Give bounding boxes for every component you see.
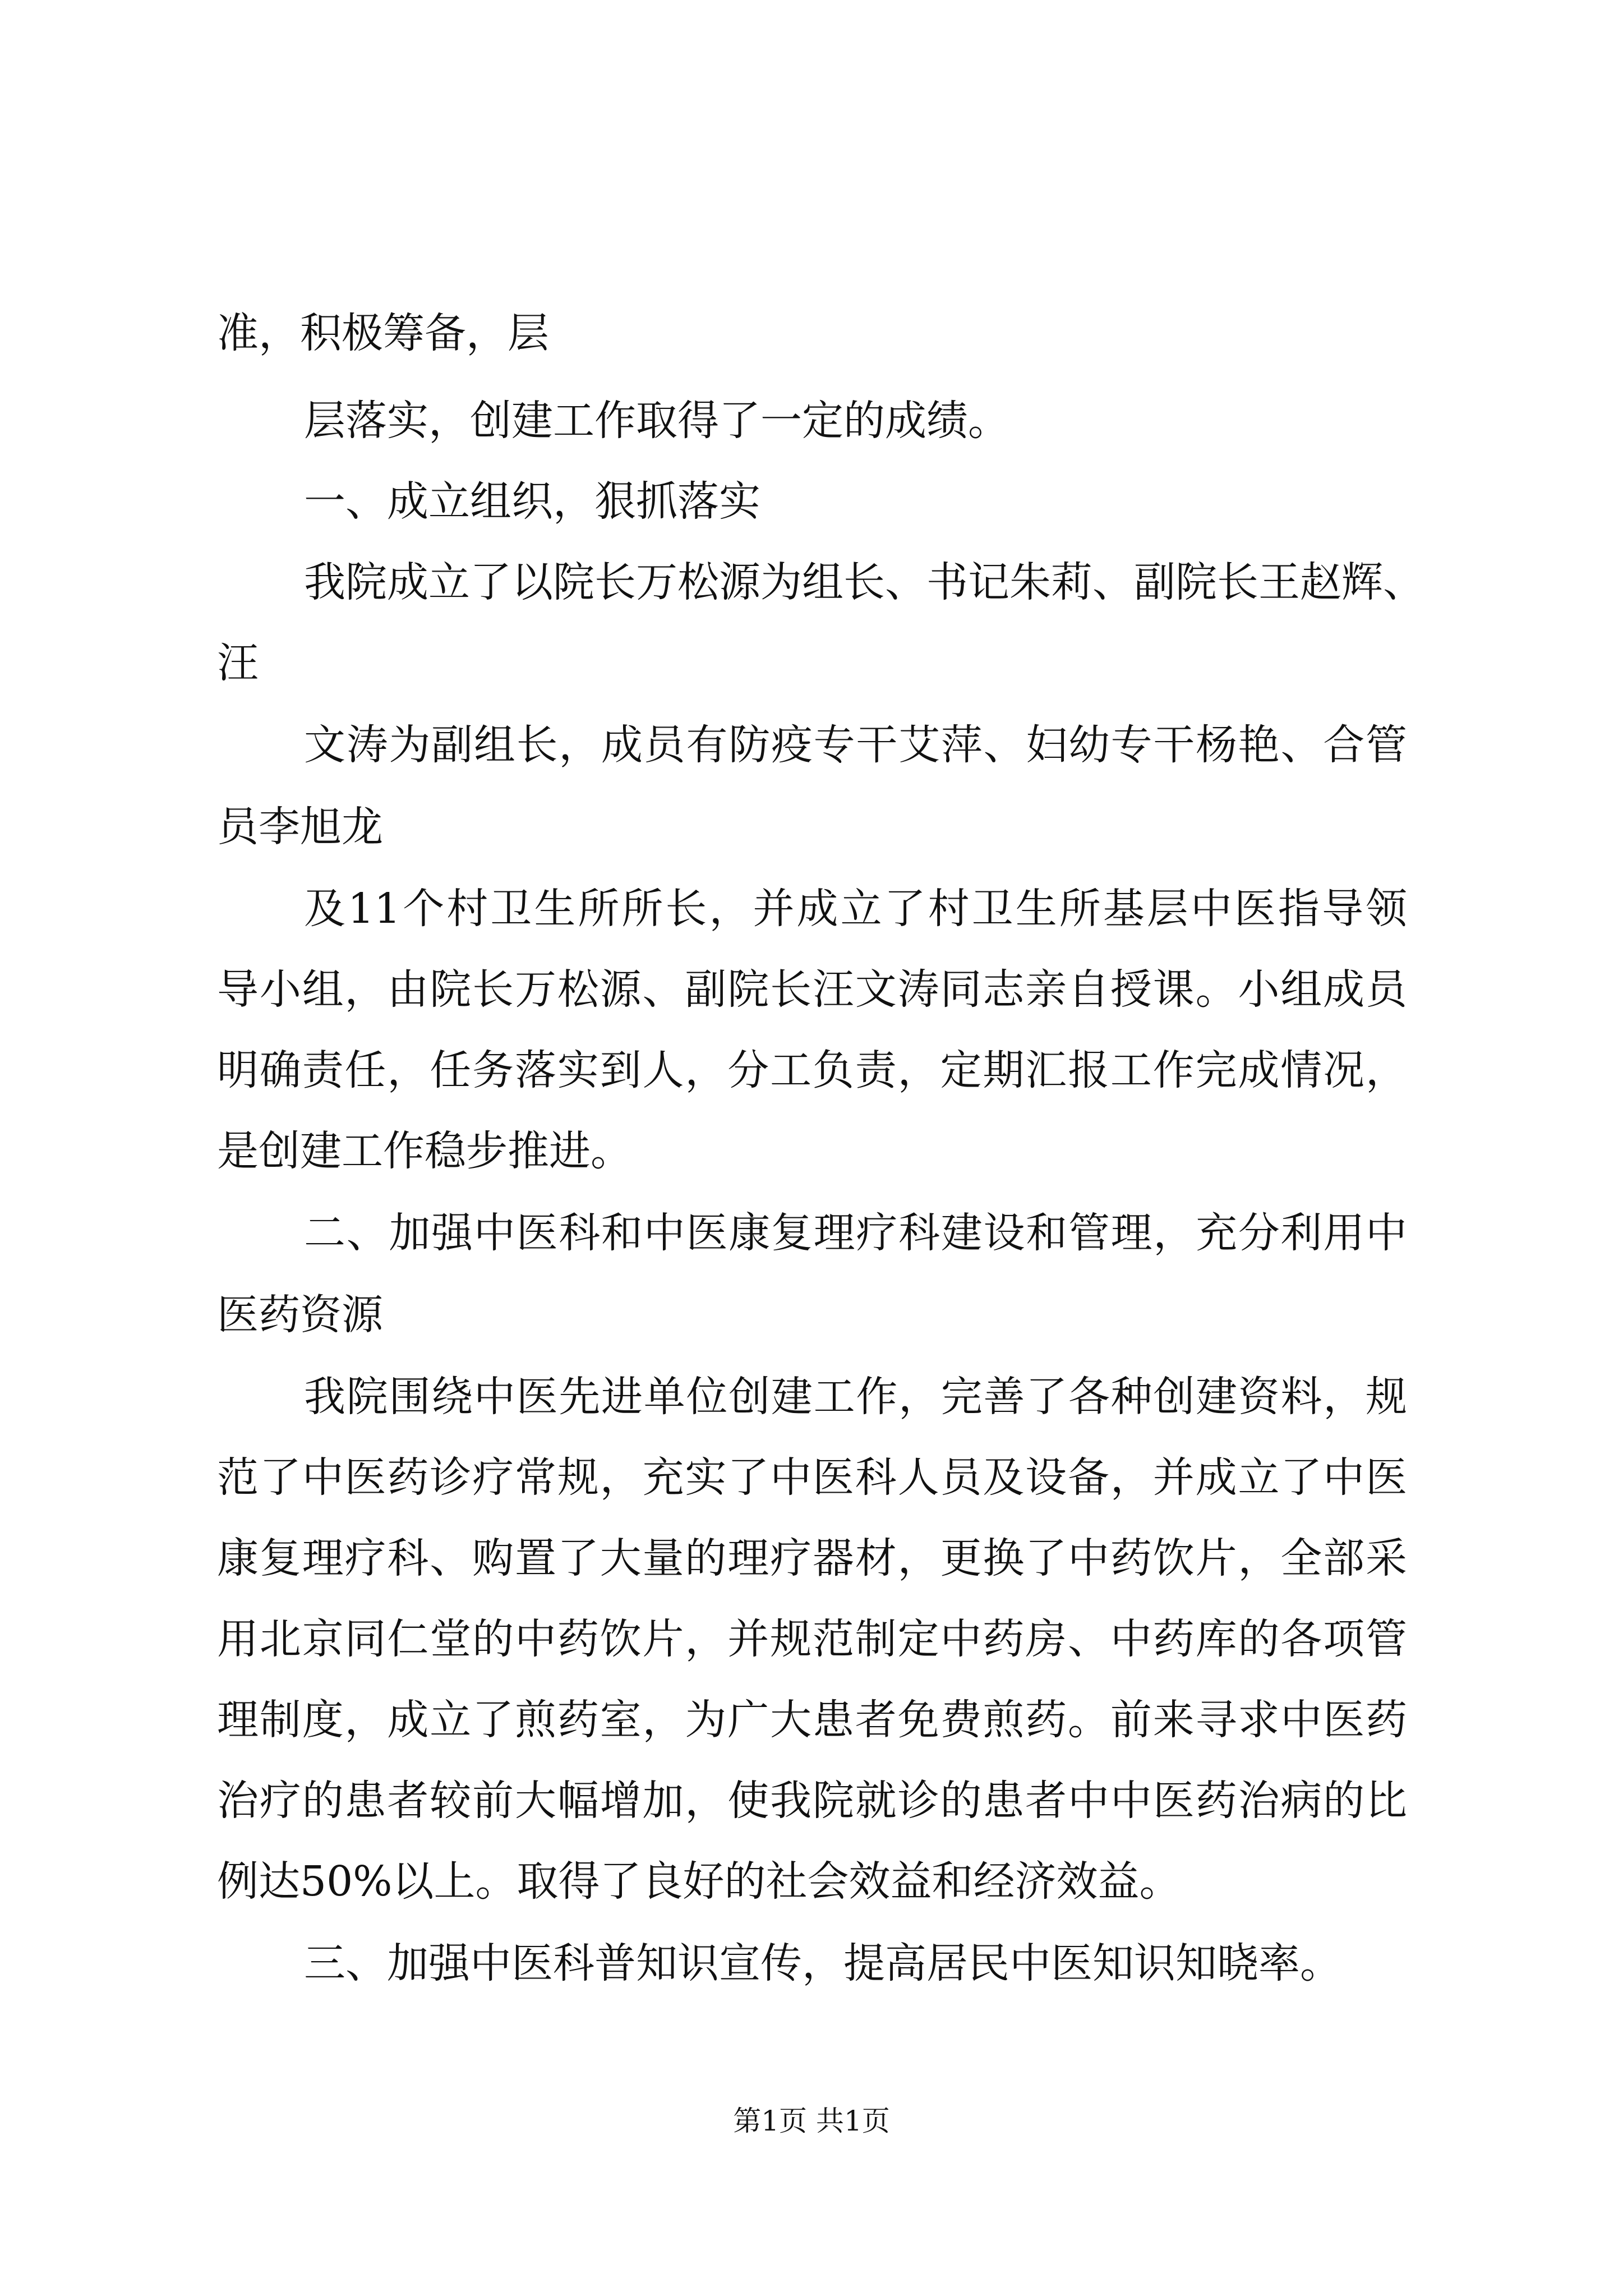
text-line: 我院围绕中医先进单位创建工作，完善了各种创建资料，规 bbox=[304, 1373, 1407, 1421]
text-line: 理制度，成立了煎药室，为广大患者免费煎药。前来寻求中医药 bbox=[217, 1696, 1407, 1744]
section-heading: 三、加强中医科普知识宣传，提高居民中医知识知晓率。 bbox=[304, 1939, 1341, 1987]
text-line: 治疗的患者较前大幅增加，使我院就诊的患者中中医药治病的比 bbox=[217, 1777, 1407, 1825]
text-line: 我院成立了以院长万松源为组长、书记朱莉、副院长王赵辉、 bbox=[304, 558, 1424, 606]
section-heading: 医药资源 bbox=[217, 1291, 383, 1339]
text-line: 例达50%以上。取得了良好的社会效益和经济效益。 bbox=[217, 1857, 1181, 1906]
text-line: 导小组，由院长万松源、副院长汪文涛同志亲自授课。小组成员 bbox=[217, 965, 1407, 1014]
text-line: 员李旭龙 bbox=[217, 803, 383, 851]
text-line: 用北京同仁堂的中药饮片，并规范制定中药房、中药库的各项管 bbox=[217, 1615, 1407, 1663]
text-line: 是创建工作稳步推进。 bbox=[217, 1127, 632, 1175]
text-line: 及11个村卫生所所长，并成立了村卫生所基层中医指导领 bbox=[304, 885, 1407, 933]
text-line: 范了中医药诊疗常规，充实了中医科人员及设备，并成立了中医 bbox=[217, 1453, 1407, 1502]
text-line: 层落实，创建工作取得了一定的成绩。 bbox=[304, 397, 1009, 445]
page-footer: 第1页 共1页 bbox=[733, 2105, 890, 2137]
section-heading: 二、加强中医科和中医康复理疗科建设和管理，充分利用中 bbox=[304, 1209, 1407, 1257]
text-line: 汪 bbox=[217, 639, 259, 687]
text-line: 文涛为副组长，成员有防疫专干艾萍、妇幼专干杨艳、合管 bbox=[304, 721, 1407, 769]
text-line: 康复理疗科、购置了大量的理疗器材，更换了中药饮片，全部采 bbox=[217, 1534, 1407, 1582]
text-line: 准，积极筹备，层 bbox=[217, 309, 549, 357]
section-heading: 一、成立组织，狠抓落实 bbox=[304, 477, 760, 526]
text-line: 明确责任，任务落实到人，分工负责，定期汇报工作完成情况， bbox=[217, 1046, 1407, 1094]
